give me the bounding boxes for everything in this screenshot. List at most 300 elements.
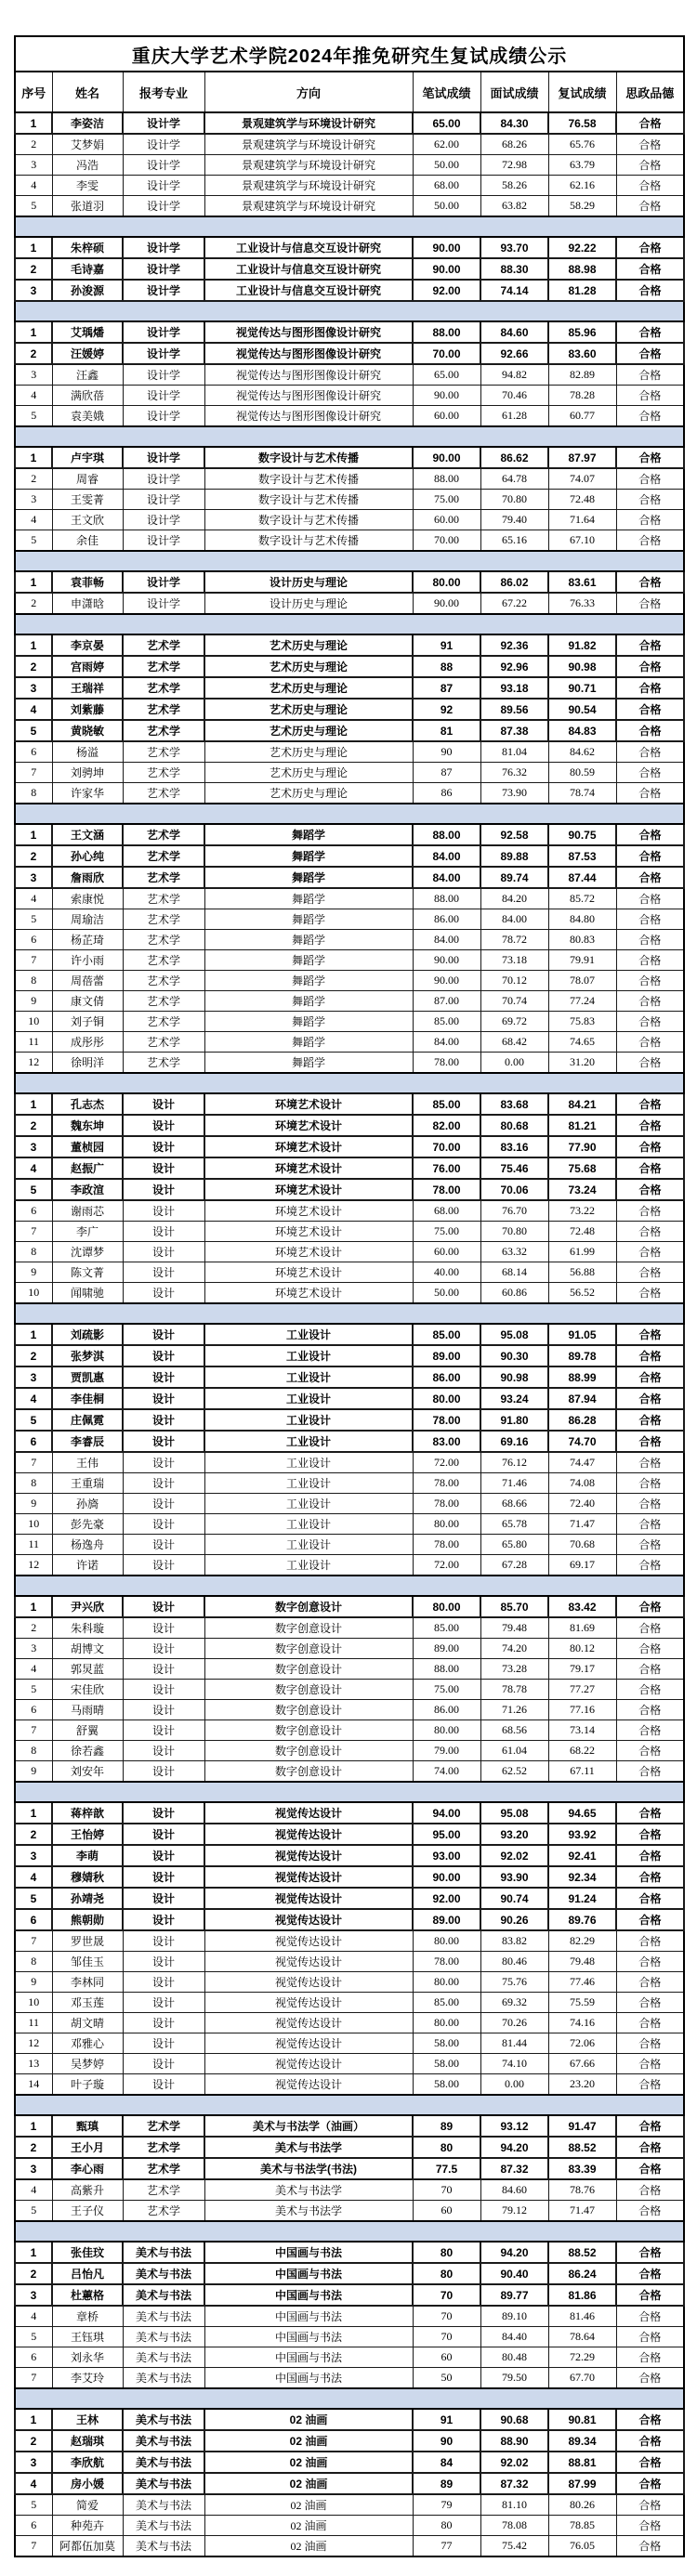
major: 设计: [123, 1157, 204, 1179]
major: 设计: [123, 1866, 204, 1888]
row-no: 5: [15, 2494, 52, 2516]
written-score: 78.00: [413, 1179, 480, 1200]
direction: 美术与书法学(书法): [204, 2158, 413, 2179]
row-no: 5: [15, 2201, 52, 2222]
table-row: [15, 2115, 684, 2137]
written-score: 74.00: [413, 1761, 480, 1783]
table-row: [15, 845, 684, 867]
table-row: [15, 2306, 684, 2327]
direction: 工业设计: [204, 1494, 413, 1514]
direction: 视觉传达与图形图像设计研究: [204, 386, 413, 406]
table-row: [15, 950, 684, 971]
retest-score: 84.83: [548, 720, 616, 741]
moral-result: 合格: [616, 134, 684, 155]
separator-band: [15, 426, 684, 447]
written-score: 75.00: [413, 1680, 480, 1700]
interview-score: 90.98: [480, 1366, 548, 1388]
direction: 艺术历史与理论: [204, 656, 413, 677]
student-name: 王林: [52, 2409, 123, 2430]
moral-result: 合格: [616, 1366, 684, 1388]
retest-score: 81.86: [548, 2284, 616, 2306]
moral-result: 合格: [616, 155, 684, 176]
written-score: 86.00: [413, 1700, 480, 1720]
major: 设计学: [123, 155, 204, 176]
interview-score: 75.46: [480, 1157, 548, 1179]
written-score: 83.00: [413, 1431, 480, 1452]
col-header-major: 报考专业: [123, 72, 204, 112]
table-row: [15, 1262, 684, 1283]
direction: 视觉传达与图形图像设计研究: [204, 406, 413, 427]
written-score: 88.00: [413, 321, 480, 343]
row-no: 13: [15, 2054, 52, 2074]
major: 设计: [123, 1888, 204, 1909]
row-no: 1: [15, 2242, 52, 2263]
interview-score: 90.68: [480, 2409, 548, 2430]
page-title: 重庆大学艺术学院2024年推免研究生复试成绩公示: [15, 36, 684, 72]
row-no: 3: [15, 1845, 52, 1866]
direction: 视觉传达设计: [204, 2013, 413, 2033]
moral-result: 合格: [616, 2074, 684, 2096]
written-score: 80.00: [413, 1388, 480, 1409]
interview-score: 78.08: [480, 2516, 548, 2536]
student-name: 李佳桐: [52, 1388, 123, 1409]
row-no: 12: [15, 2033, 52, 2054]
interview-score: 74.10: [480, 2054, 548, 2074]
direction: 环境艺术设计: [204, 1200, 413, 1222]
direction: 视觉传达设计: [204, 1952, 413, 1972]
moral-result: 合格: [616, 2430, 684, 2452]
moral-result: 合格: [616, 1093, 684, 1115]
interview-score: 83.82: [480, 1930, 548, 1952]
major: 艺术学: [123, 2179, 204, 2201]
moral-result: 合格: [616, 1494, 684, 1514]
section-separator: [15, 1303, 684, 1324]
row-no: 9: [15, 1262, 52, 1283]
written-score: 84.00: [413, 1032, 480, 1053]
major: 设计: [123, 1617, 204, 1639]
row-no: 5: [15, 530, 52, 552]
moral-result: 合格: [616, 991, 684, 1012]
interview-score: 95.08: [480, 1802, 548, 1824]
major: 美术与书法: [123, 2473, 204, 2494]
student-name: 毛诗嘉: [52, 258, 123, 280]
written-score: 78.00: [413, 1952, 480, 1972]
row-no: 5: [15, 909, 52, 930]
direction: 数字创意设计: [204, 1596, 413, 1617]
retest-score: 90.71: [548, 677, 616, 699]
table-row: [15, 2137, 684, 2158]
student-name: 章桥: [52, 2306, 123, 2327]
table-row: [15, 867, 684, 888]
retest-score: 88.99: [548, 1366, 616, 1388]
interview-score: 58.26: [480, 176, 548, 196]
direction: 环境艺术设计: [204, 1115, 413, 1136]
row-no: 7: [15, 763, 52, 783]
major: 艺术学: [123, 677, 204, 699]
major: 设计: [123, 1845, 204, 1866]
interview-score: 92.02: [480, 2452, 548, 2473]
section-separator: [15, 426, 684, 447]
moral-result: 合格: [616, 1866, 684, 1888]
retest-score: 74.70: [548, 1431, 616, 1452]
row-no: 11: [15, 1535, 52, 1555]
written-score: 90.00: [413, 386, 480, 406]
moral-result: 合格: [616, 720, 684, 741]
moral-result: 合格: [616, 2137, 684, 2158]
interview-score: 90.26: [480, 1909, 548, 1930]
row-no: 7: [15, 1720, 52, 1741]
major: 艺术学: [123, 634, 204, 656]
interview-score: 85.70: [480, 1596, 548, 1617]
row-no: 1: [15, 824, 52, 845]
written-score: 86.00: [413, 1366, 480, 1388]
written-score: 89.00: [413, 1345, 480, 1366]
retest-score: 93.92: [548, 1824, 616, 1845]
written-score: 88.00: [413, 888, 480, 909]
written-score: 78.00: [413, 1409, 480, 1431]
student-name: 王文欣: [52, 510, 123, 530]
retest-score: 67.66: [548, 2054, 616, 2074]
student-name: 刘永华: [52, 2347, 123, 2368]
moral-result: 合格: [616, 1535, 684, 1555]
moral-result: 合格: [616, 930, 684, 950]
row-no: 10: [15, 1514, 52, 1535]
major: 设计: [123, 1680, 204, 1700]
retest-score: 67.70: [548, 2368, 616, 2389]
row-no: 4: [15, 1659, 52, 1680]
major: 艺术学: [123, 991, 204, 1012]
major: 设计: [123, 1115, 204, 1136]
retest-score: 88.52: [548, 2137, 616, 2158]
table-row: [15, 783, 684, 804]
interview-score: 61.04: [480, 1741, 548, 1761]
major: 设计学: [123, 530, 204, 552]
student-name: 许家华: [52, 783, 123, 804]
written-score: 72.00: [413, 1555, 480, 1576]
table-row: [15, 2263, 684, 2284]
major: 设计: [123, 1093, 204, 1115]
written-score: 78.00: [413, 1535, 480, 1555]
table-row: [15, 2054, 684, 2074]
major: 设计学: [123, 510, 204, 530]
written-score: 85.00: [413, 1617, 480, 1639]
moral-result: 合格: [616, 1930, 684, 1952]
student-name: 蒋梓歆: [52, 1802, 123, 1824]
student-name: 朱梓硕: [52, 237, 123, 258]
written-score: 86: [413, 783, 480, 804]
major: 设计: [123, 1431, 204, 1452]
row-no: 8: [15, 783, 52, 804]
student-name: 徐若鑫: [52, 1741, 123, 1761]
written-score: 80: [413, 2242, 480, 2263]
student-name: 宋佳欣: [52, 1680, 123, 1700]
separator-band: [15, 2221, 684, 2242]
written-score: 70.00: [413, 1136, 480, 1157]
student-name: 郭炅蓝: [52, 1659, 123, 1680]
student-name: 杨逸舟: [52, 1535, 123, 1555]
student-name: 马雨晴: [52, 1700, 123, 1720]
table-row: [15, 2033, 684, 2054]
student-name: 李萌: [52, 1845, 123, 1866]
student-name: 穆婧秋: [52, 1866, 123, 1888]
major: 美术与书法: [123, 2347, 204, 2368]
written-score: 85.00: [413, 1093, 480, 1115]
moral-result: 合格: [616, 2536, 684, 2557]
row-no: 8: [15, 1242, 52, 1262]
student-name: 庄佩霓: [52, 1409, 123, 1431]
written-score: 90.00: [413, 950, 480, 971]
moral-result: 合格: [616, 1514, 684, 1535]
row-no: 3: [15, 490, 52, 510]
moral-result: 合格: [616, 1157, 684, 1179]
retest-score: 62.16: [548, 176, 616, 196]
student-name: 王重瑞: [52, 1473, 123, 1494]
major: 艺术学: [123, 971, 204, 991]
retest-score: 89.76: [548, 1909, 616, 1930]
interview-score: 95.08: [480, 1324, 548, 1345]
interview-score: 68.66: [480, 1494, 548, 1514]
written-score: 82.00: [413, 1115, 480, 1136]
table-row: [15, 364, 684, 386]
row-no: 4: [15, 699, 52, 720]
row-no: 1: [15, 321, 52, 343]
retest-score: 68.22: [548, 1741, 616, 1761]
written-score: 60: [413, 2201, 480, 2222]
moral-result: 合格: [616, 1032, 684, 1053]
table-row: [15, 1535, 684, 1555]
interview-score: 92.36: [480, 634, 548, 656]
major: 艺术学: [123, 1012, 204, 1032]
written-score: 58.00: [413, 2074, 480, 2096]
interview-score: 79.50: [480, 2368, 548, 2389]
written-score: 88.00: [413, 824, 480, 845]
direction: 景观建筑学与环境设计研究: [204, 155, 413, 176]
student-name: 熊朝勋: [52, 1909, 123, 1930]
section-separator: [15, 804, 684, 824]
written-score: 79.00: [413, 1741, 480, 1761]
direction: 数字创意设计: [204, 1700, 413, 1720]
direction: 视觉传达与图形图像设计研究: [204, 321, 413, 343]
major: 美术与书法: [123, 2536, 204, 2557]
table-row: [15, 530, 684, 552]
moral-result: 合格: [616, 634, 684, 656]
row-no: 9: [15, 1761, 52, 1783]
written-score: 86.00: [413, 909, 480, 930]
row-no: 3: [15, 867, 52, 888]
moral-result: 合格: [616, 1824, 684, 1845]
student-name: 舒翼: [52, 1720, 123, 1741]
direction: 中国画与书法: [204, 2306, 413, 2327]
retest-score: 91.05: [548, 1324, 616, 1345]
moral-result: 合格: [616, 1222, 684, 1242]
table-row: [15, 2327, 684, 2347]
direction: 视觉传达设计: [204, 2033, 413, 2054]
table-row: [15, 1700, 684, 1720]
retest-score: 72.48: [548, 490, 616, 510]
retest-score: 75.68: [548, 1157, 616, 1179]
col-header-interview-score: 面试成绩: [480, 72, 548, 112]
direction: 工业设计与信息交互设计研究: [204, 258, 413, 280]
row-no: 2: [15, 468, 52, 490]
retest-score: 74.07: [548, 468, 616, 490]
written-score: 84: [413, 2452, 480, 2473]
direction: 景观建筑学与环境设计研究: [204, 134, 413, 155]
direction: 02 油画: [204, 2516, 413, 2536]
student-name: 刘安年: [52, 1761, 123, 1783]
row-no: 9: [15, 991, 52, 1012]
interview-score: 69.72: [480, 1012, 548, 1032]
interview-score: 62.52: [480, 1761, 548, 1783]
interview-score: 91.80: [480, 1409, 548, 1431]
retest-score: 81.46: [548, 2306, 616, 2327]
major: 设计: [123, 1452, 204, 1473]
major: 美术与书法: [123, 2516, 204, 2536]
student-name: 种苑卉: [52, 2516, 123, 2536]
written-score: 90.00: [413, 258, 480, 280]
retest-score: 84.62: [548, 741, 616, 763]
interview-score: 84.30: [480, 112, 548, 134]
direction: 景观建筑学与环境设计研究: [204, 176, 413, 196]
interview-score: 71.46: [480, 1473, 548, 1494]
moral-result: 合格: [616, 1680, 684, 1700]
direction: 数字创意设计: [204, 1761, 413, 1783]
interview-score: 69.32: [480, 1993, 548, 2013]
retest-score: 83.61: [548, 571, 616, 593]
major: 艺术学: [123, 1032, 204, 1053]
interview-score: 92.02: [480, 1845, 548, 1866]
moral-result: 合格: [616, 1409, 684, 1431]
written-score: 50.00: [413, 155, 480, 176]
major: 艺术学: [123, 2158, 204, 2179]
retest-score: 92.34: [548, 1866, 616, 1888]
major: 艺术学: [123, 783, 204, 804]
retest-score: 87.94: [548, 1388, 616, 1409]
direction: 舞蹈学: [204, 1053, 413, 1074]
student-name: 贾凯惠: [52, 1366, 123, 1388]
direction: 工业设计: [204, 1431, 413, 1452]
separator-band: [15, 804, 684, 824]
interview-score: 81.04: [480, 741, 548, 763]
interview-score: 83.68: [480, 1093, 548, 1115]
major: 设计学: [123, 237, 204, 258]
interview-score: 72.98: [480, 155, 548, 176]
student-name: 彭先豪: [52, 1514, 123, 1535]
student-name: 汪鑫: [52, 364, 123, 386]
direction: 舞蹈学: [204, 1012, 413, 1032]
retest-score: 87.53: [548, 845, 616, 867]
table-row: [15, 1200, 684, 1222]
interview-score: 87.32: [480, 2158, 548, 2179]
moral-result: 合格: [616, 1262, 684, 1283]
interview-score: 89.74: [480, 867, 548, 888]
written-score: 91: [413, 2409, 480, 2430]
student-name: 成彤彤: [52, 1032, 123, 1053]
retest-score: 56.88: [548, 1262, 616, 1283]
interview-score: 93.20: [480, 1824, 548, 1845]
table-row: [15, 1115, 684, 1136]
direction: 视觉传达设计: [204, 1993, 413, 2013]
direction: 舞蹈学: [204, 930, 413, 950]
row-no: 8: [15, 1741, 52, 1761]
interview-score: 93.12: [480, 2115, 548, 2137]
major: 美术与书法: [123, 2263, 204, 2284]
row-no: 4: [15, 1157, 52, 1179]
moral-result: 合格: [616, 321, 684, 343]
moral-result: 合格: [616, 406, 684, 427]
direction: 中国画与书法: [204, 2347, 413, 2368]
major: 美术与书法: [123, 2306, 204, 2327]
major: 艺术学: [123, 2201, 204, 2222]
major: 艺术学: [123, 888, 204, 909]
student-name: 卢宇琪: [52, 447, 123, 468]
moral-result: 合格: [616, 468, 684, 490]
retest-score: 72.40: [548, 1494, 616, 1514]
retest-score: 78.85: [548, 2516, 616, 2536]
separator-band: [15, 1073, 684, 1093]
moral-result: 合格: [616, 1617, 684, 1639]
direction: 舞蹈学: [204, 950, 413, 971]
written-score: 87: [413, 763, 480, 783]
retest-score: 89.78: [548, 1345, 616, 1366]
direction: 工业设计: [204, 1366, 413, 1388]
interview-score: 73.90: [480, 783, 548, 804]
row-no: 7: [15, 950, 52, 971]
direction: 视觉传达设计: [204, 1845, 413, 1866]
major: 设计: [123, 1700, 204, 1720]
major: 艺术学: [123, 1053, 204, 1074]
retest-score: 77.24: [548, 991, 616, 1012]
direction: 舞蹈学: [204, 867, 413, 888]
retest-score: 77.27: [548, 1680, 616, 1700]
interview-score: 68.26: [480, 134, 548, 155]
interview-score: 70.12: [480, 971, 548, 991]
student-name: 王伟: [52, 1452, 123, 1473]
table-row: [15, 1639, 684, 1659]
interview-score: 84.20: [480, 888, 548, 909]
written-score: 90: [413, 741, 480, 763]
row-no: 5: [15, 720, 52, 741]
table-row: [15, 1952, 684, 1972]
table-row: [15, 1494, 684, 1514]
table-row: [15, 699, 684, 720]
retest-score: 74.08: [548, 1473, 616, 1494]
interview-score: 71.26: [480, 1700, 548, 1720]
written-score: 92.00: [413, 1888, 480, 1909]
row-no: 2: [15, 134, 52, 155]
major: 设计学: [123, 112, 204, 134]
moral-result: 合格: [616, 1388, 684, 1409]
col-header-no: 序号: [15, 72, 52, 112]
student-name: 刘子铜: [52, 1012, 123, 1032]
row-no: 5: [15, 196, 52, 217]
direction: 02 油画: [204, 2430, 413, 2452]
written-score: 70: [413, 2179, 480, 2201]
table-row: [15, 1242, 684, 1262]
row-no: 1: [15, 2409, 52, 2430]
table-row: [15, 1845, 684, 1866]
major: 设计: [123, 1494, 204, 1514]
student-name: 李京晏: [52, 634, 123, 656]
moral-result: 合格: [616, 1115, 684, 1136]
moral-result: 合格: [616, 2179, 684, 2201]
row-no: 7: [15, 1930, 52, 1952]
student-name: 尹兴欣: [52, 1596, 123, 1617]
moral-result: 合格: [616, 1200, 684, 1222]
direction: 02 油画: [204, 2536, 413, 2557]
major: 设计: [123, 1659, 204, 1680]
major: 艺术学: [123, 720, 204, 741]
table-row: [15, 1409, 684, 1431]
